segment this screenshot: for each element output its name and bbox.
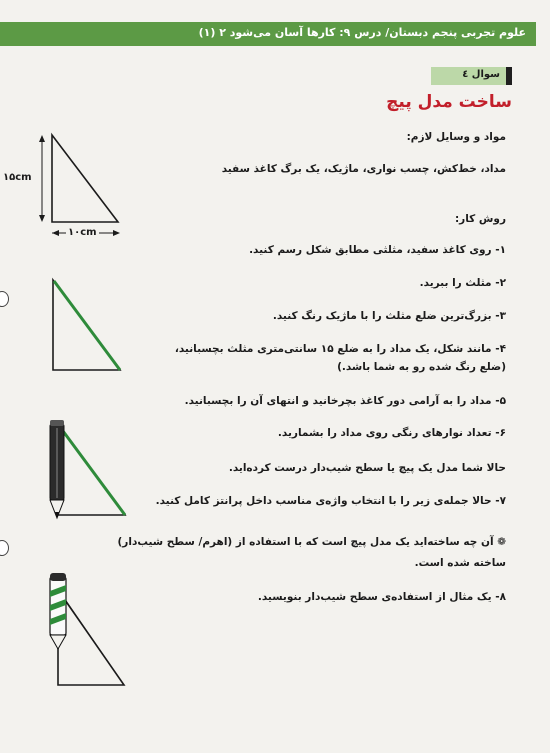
question-label: سوال ٤ bbox=[462, 69, 500, 80]
height-label: ۱۵cm bbox=[3, 172, 32, 183]
base-label: ۱۰cm bbox=[68, 227, 97, 238]
pencil-triangle-figure bbox=[0, 410, 140, 530]
result-statement: حالا شما مدل یک پیچ یا سطح شیب‌دار درست کرده‌اید. bbox=[228, 462, 506, 474]
method-heading: روش کار: bbox=[454, 213, 506, 225]
step-6: ۶- تعداد نوارهای رنگی روی مداد را بشمارید. bbox=[277, 427, 506, 439]
fill-in-sentence-end: ساخته شده است. bbox=[414, 557, 506, 569]
fill-in-sentence: ❁ آن چه ساخته‌اید یک مدل پیچ است که با استفاده از (اهرم/ سطح شیب‌دار) bbox=[117, 536, 506, 548]
step-2: ۲- مثلث را ببرید. bbox=[419, 277, 506, 289]
question-badge bbox=[431, 67, 512, 85]
materials-list: مداد، خط‌کش، چسب نواری، ماژیک، یک برگ کاغذ سفید bbox=[221, 163, 506, 175]
header-text: علوم تجربی پنجم دبستان/ درس ۹: کارها آسان می‌شود ۲ (۱) bbox=[198, 26, 526, 39]
page-title: ساخت مدل پیچ bbox=[386, 92, 512, 112]
binder-ring-bottom bbox=[0, 540, 9, 556]
step-1: ۱- روی کاغذ سفید، مثلثی مطابق شکل رسم کنید. bbox=[249, 244, 506, 256]
page-header bbox=[0, 22, 536, 46]
wrapped-pencil-figure bbox=[0, 565, 140, 695]
step-4-note: (ضلع رنگ شده رو به شما باشد.) bbox=[337, 361, 506, 373]
materials-heading: مواد و وسایل لازم: bbox=[406, 131, 506, 143]
step-5: ۵- مداد را به آرامی دور کاغذ بچرخانید و انتهای آن را بچسبانید. bbox=[184, 395, 506, 407]
step-8: ۸- یک مثال از استفاده‌ی سطح شیب‌دار بنویسید. bbox=[257, 591, 506, 603]
step-4: ۴- مانند شکل، یک مداد را به ضلع ۱۵ سانتی‌متری مثلث بچسبانید، bbox=[174, 343, 506, 355]
step-7: ۷- حالا جمله‌ی زیر را با انتخاب واژه‌ی مناسب داخل پرانتز کامل کنید. bbox=[155, 495, 506, 507]
colored-edge-triangle-figure bbox=[0, 270, 140, 390]
step-3: ۳- بزرگ‌ترین ضلع مثلث را با ماژیک رنگ کنید. bbox=[272, 310, 506, 322]
